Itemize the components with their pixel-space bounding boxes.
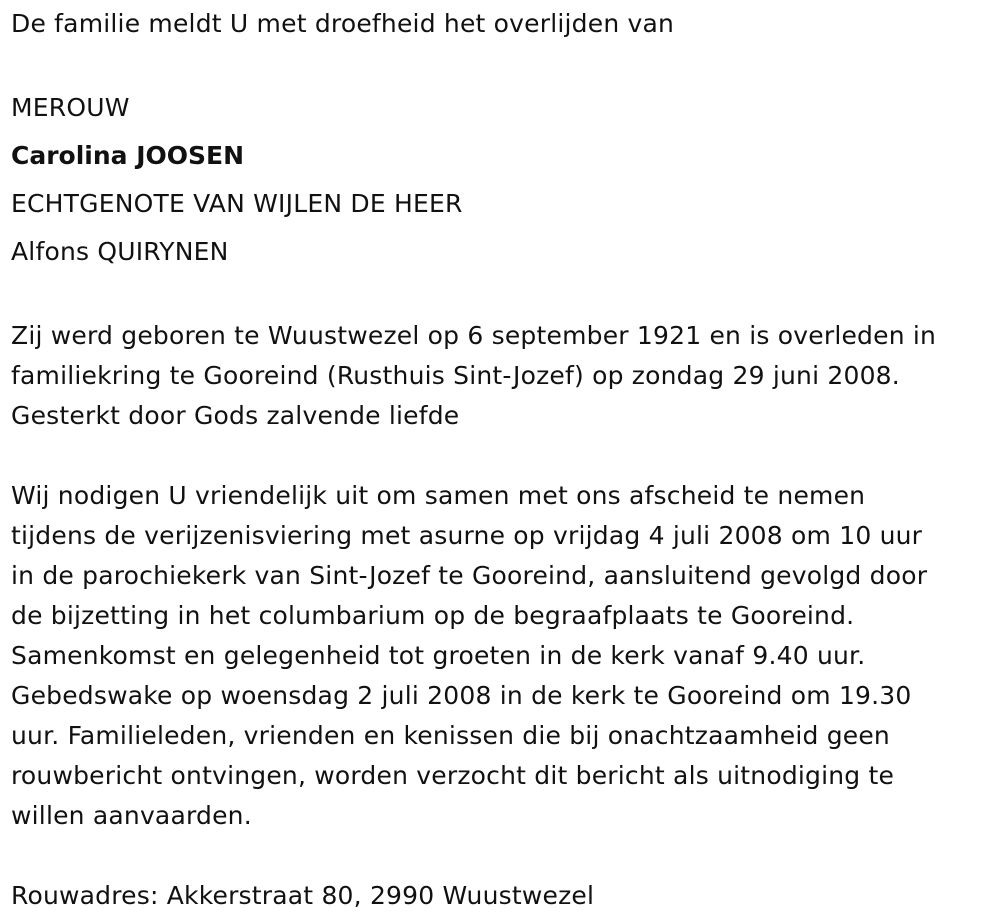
spacer <box>11 436 986 476</box>
title-line: MEROUW <box>11 93 130 122</box>
paragraph-line: Samenkomst en gelegenheid tot groeten in de kerk vanaf 9.40 uur. <box>11 641 866 670</box>
invitation-paragraph <box>11 476 986 836</box>
intro-line: De familie meldt U met droefheid het overlijden van <box>11 9 675 38</box>
deceased-name: Carolina JOOSEN <box>11 141 245 170</box>
paragraph-line: tijdens de verijzenisviering met asurne op vrijdag 4 juli 2008 om 10 uur <box>11 521 923 550</box>
death-notice <box>11 4 986 916</box>
spacer <box>11 836 986 876</box>
address-line: Rouwadres: Akkerstraat 80, 2990 Wuustwezel <box>11 881 595 910</box>
spouse-name: Alfons QUIRYNEN <box>11 237 229 266</box>
paragraph-line: Gebedswake op woensdag 2 juli 2008 in de kerk te Gooreind om 19.30 <box>11 681 912 710</box>
relation-line: ECHTGENOTE VAN WIJLEN DE HEER <box>11 189 463 218</box>
paragraph-line: Wij nodigen U vriendelijk uit om samen met ons afscheid te nemen <box>11 481 866 510</box>
paragraph-line: Zij werd geboren te Wuustwezel op 6 september 1921 en is overleden in <box>11 321 937 350</box>
spacer <box>11 44 986 84</box>
spacer <box>11 276 986 316</box>
paragraph-line: willen aanvaarden. <box>11 801 252 830</box>
paragraph-line: rouwbericht ontvingen, worden verzocht dit bericht als uitnodiging te <box>11 761 895 790</box>
paragraph-line: de bijzetting in het columbarium op de begraafplaats te Gooreind. <box>11 601 855 630</box>
birth-death-paragraph <box>11 316 986 436</box>
paragraph-line: uur. Familieleden, vrienden en kenissen die bij onachtzaamheid geen <box>11 721 890 750</box>
paragraph-line: in de parochiekerk van Sint-Jozef te Gooreind, aansluitend gevolgd door <box>11 561 928 590</box>
paragraph-line: familiekring te Gooreind (Rusthuis Sint-Jozef) op zondag 29 juni 2008. <box>11 361 900 390</box>
paragraph-line: Gesterkt door Gods zalvende liefde <box>11 401 460 430</box>
